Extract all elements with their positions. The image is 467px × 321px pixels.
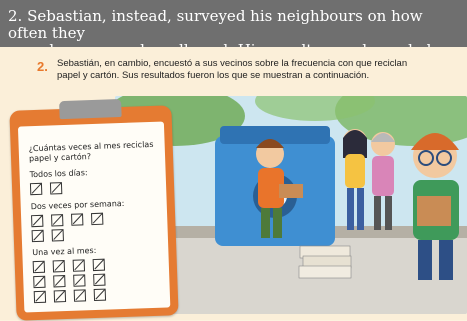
tally-box — [93, 274, 105, 286]
tally-box — [34, 291, 46, 303]
tally-box — [32, 230, 44, 242]
tally-box — [53, 275, 65, 287]
clipboard-clip — [59, 99, 122, 119]
exercise-text-line-2: papel y cartón. Sus resultados fueron los que se muestran a continuación. — [57, 70, 370, 81]
tally-box — [73, 259, 85, 271]
tally-box — [33, 261, 45, 273]
tally-box — [73, 274, 85, 286]
exercise-text-line-1: Sebastián, en cambio, encuestó a sus vecinos sobre la frecuencia con que reciclan — [57, 58, 408, 69]
exercise-text — [57, 58, 449, 82]
tally-box — [54, 290, 66, 302]
category-label-monthly: Una vez al mes: — [32, 245, 97, 258]
tally-box — [50, 182, 62, 194]
category-label-twice-weekly: Dos veces por semana: — [30, 198, 125, 212]
tally-box — [52, 229, 64, 241]
category-label-daily: Todos los días: — [29, 168, 88, 180]
exercise-number: 2. — [37, 59, 48, 74]
tally-group-daily — [18, 122, 164, 127]
tally-group-monthly — [18, 122, 164, 127]
tally-box — [31, 215, 43, 227]
tally-box — [30, 183, 42, 195]
header-banner — [0, 0, 467, 47]
survey-question — [29, 140, 160, 165]
tally-box — [93, 259, 105, 271]
banner-line-1: 2. Sebastian, instead, surveyed his neighbours on how often they — [8, 7, 423, 42]
tally-box — [33, 276, 45, 288]
tally-box — [53, 260, 65, 272]
tally-box — [74, 289, 86, 301]
tally-group-twice-weekly — [18, 122, 164, 127]
survey-question-line-1: ¿Cuántas veces al mes reciclas — [28, 139, 154, 154]
tally-box — [51, 214, 63, 226]
tally-box — [71, 213, 83, 225]
survey-question-line-2: papel y cartón? — [28, 152, 92, 164]
survey-clipboard — [9, 105, 178, 321]
tally-box — [94, 289, 106, 301]
survey-sheet — [18, 122, 170, 313]
tally-box — [91, 213, 103, 225]
newspaper-stack — [299, 246, 351, 278]
